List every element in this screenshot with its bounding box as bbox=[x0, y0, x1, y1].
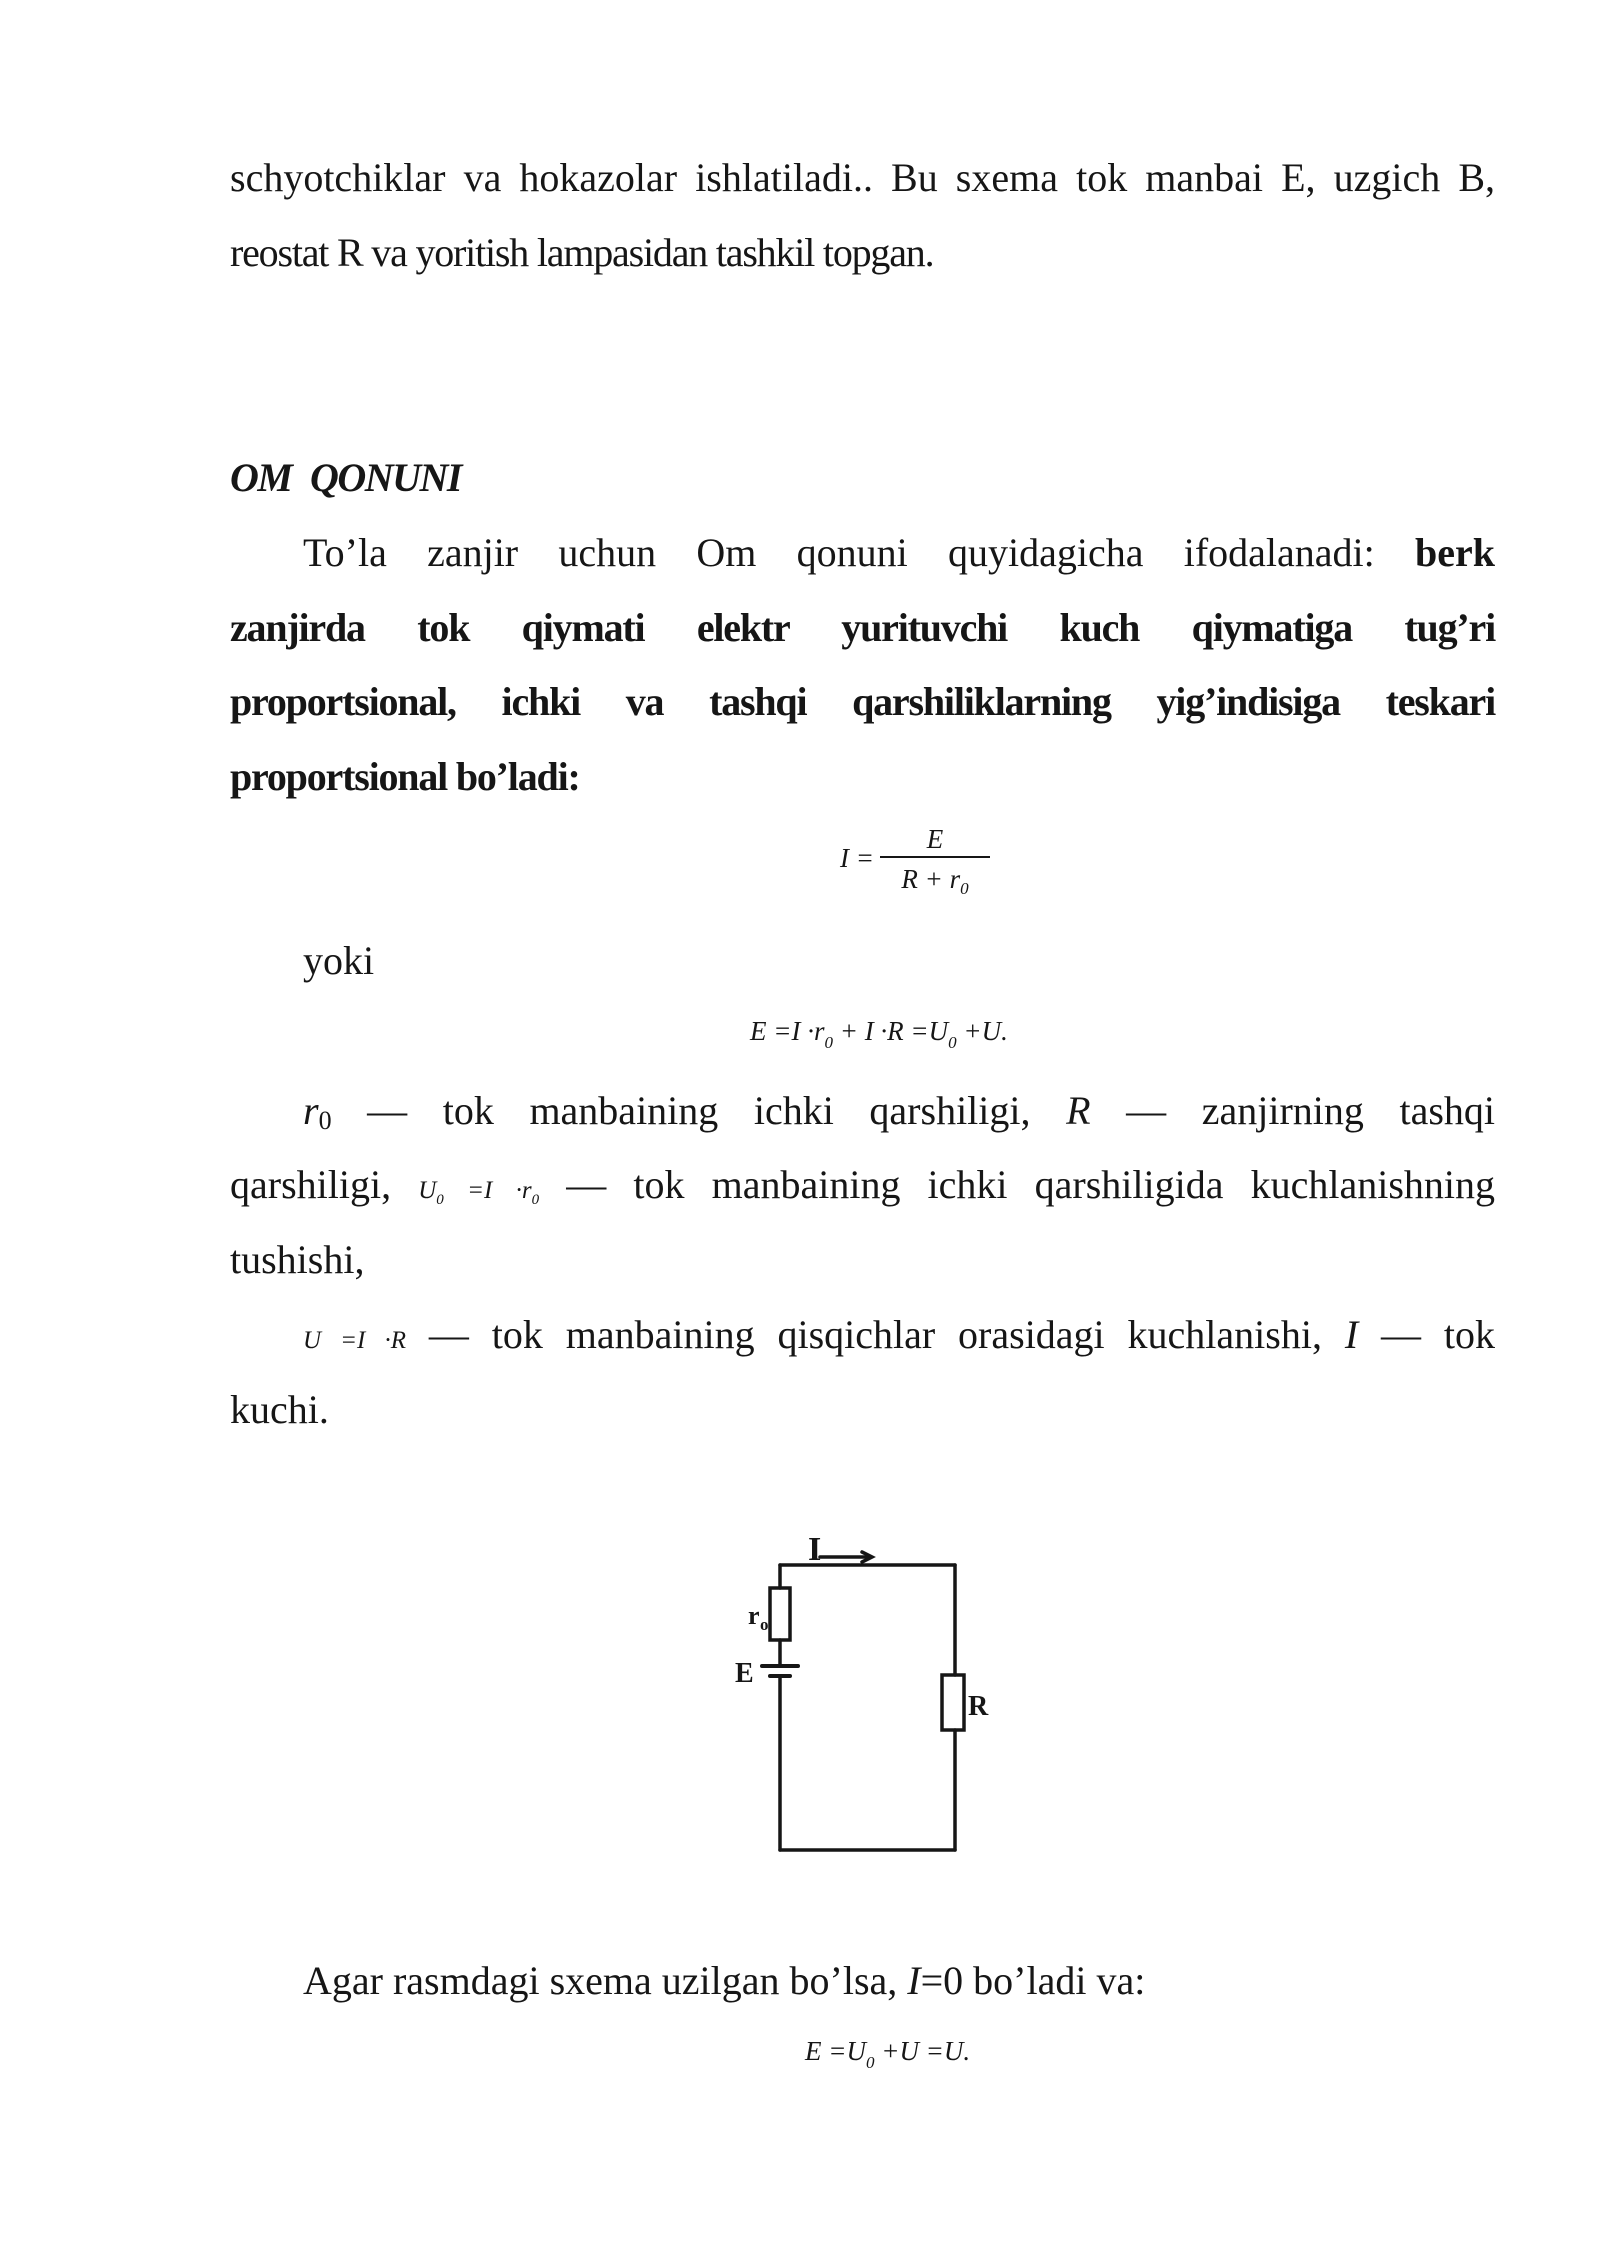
formula-3-part-1: E =U bbox=[805, 2036, 866, 2066]
r0-definition: — tok manbaining ichki qarshiligi, bbox=[367, 1088, 1031, 1133]
definitions-line-2-start: qarshiligi, bbox=[230, 1162, 392, 1207]
definitions-line-4-end: — tok bbox=[1381, 1312, 1496, 1357]
paragraph-2-line-4: proportsional bo’ladi: bbox=[230, 754, 580, 799]
definitions-line-5: kuchi. bbox=[230, 1387, 329, 1432]
definitions-line-2 bbox=[230, 1157, 1495, 1222]
formula-3-sub-1: 0 bbox=[865, 2053, 875, 2072]
section-heading: OM QONUNI bbox=[230, 455, 461, 500]
label-r0: r bbox=[748, 1601, 760, 1630]
definitions-line-3: tushishi, bbox=[230, 1237, 365, 1282]
R-symbol: R bbox=[1066, 1088, 1091, 1133]
r0-symbol bbox=[303, 1088, 332, 1133]
formula-2-part-2: + I ·R =U bbox=[832, 1016, 949, 1046]
R-definition: — zanjirning tashqi bbox=[1126, 1088, 1496, 1133]
u0-formula-sub-a: 0 bbox=[436, 1192, 444, 1208]
paragraph-3-start: Agar rasmdagi sxema uzilgan bo’lsa, bbox=[303, 1958, 898, 2003]
resistor-R bbox=[942, 1675, 964, 1730]
formula-1-denominator-sub: 0 bbox=[960, 879, 969, 898]
paragraph-2-line-1-text: To’la zanjir uchun Om qonuni quyidagicha ifodalanadi: bbox=[303, 530, 1375, 575]
formula-2-part-1: E =I ·r bbox=[750, 1016, 825, 1046]
label-current: I bbox=[808, 1531, 822, 1568]
definitions-line-1 bbox=[303, 1083, 1495, 1144]
label-R: R bbox=[968, 1691, 989, 1722]
paragraph-2-line-1 bbox=[303, 525, 1495, 581]
paragraph-2-line-3: proportsional, ichki va tashqi qarshiliklarning yig’indisiga teskari bbox=[230, 679, 1495, 724]
r0-symbol-letter: r bbox=[303, 1088, 319, 1133]
paragraph-1-line-1: schyotchiklar va hokazolar ishlatiladi.. Bu sxema tok manbai E, uzgich B, bbox=[230, 155, 1495, 200]
paragraph-2-line-2: zanjirda tok qiymati elektr yurituvchi kuch qiymatiga tug’ri bbox=[230, 605, 1495, 650]
formula-1-numerator: E bbox=[926, 824, 944, 854]
formula-3-part-2: +U =U. bbox=[874, 2036, 971, 2066]
formula-1-fraction bbox=[880, 822, 990, 900]
formula-2 bbox=[750, 1016, 1008, 1052]
formula-2-sub-2: 0 bbox=[948, 1033, 957, 1052]
yoki-text: yoki bbox=[303, 938, 375, 983]
current-symbol: I bbox=[1344, 1312, 1359, 1357]
resistor-r0 bbox=[770, 1588, 790, 1640]
definitions-line-2-end: — tok manbaining ichki qarshiligida kuchlanishning bbox=[566, 1162, 1495, 1207]
formula-2-sub-1: 0 bbox=[824, 1033, 833, 1052]
label-r0-sub: o bbox=[760, 1615, 769, 1634]
u0-formula-sub-b: 0 bbox=[531, 1192, 540, 1208]
paragraph-3-I: I bbox=[907, 1958, 921, 2003]
u0-formula-a: U bbox=[418, 1177, 437, 1204]
circuit-diagram bbox=[700, 1520, 1020, 1880]
paragraph-3-end: =0 bo’ladi va: bbox=[920, 1958, 1146, 2003]
formula-1-denominator bbox=[880, 856, 990, 900]
paragraph-1-line-2: reostat R va yoritish lampasidan tashkil topgan. bbox=[230, 230, 934, 275]
r0-symbol-sub: 0 bbox=[318, 1106, 332, 1135]
formula-3 bbox=[805, 2036, 971, 2072]
definitions-line-4 bbox=[303, 1307, 1495, 1369]
paragraph-3 bbox=[303, 1953, 1145, 2009]
u0-formula bbox=[418, 1177, 540, 1208]
label-E: E bbox=[735, 1658, 754, 1689]
u0-formula-b: =I ·r bbox=[443, 1177, 532, 1204]
u-formula: U =I ·R bbox=[303, 1327, 407, 1354]
formula-1-denominator-text: R + r bbox=[901, 864, 961, 894]
paragraph-2-line-1-bold: berk bbox=[1415, 530, 1495, 575]
definitions-line-4-mid: — tok manbaining qisqichlar orasidagi kuchlanishi, bbox=[428, 1312, 1322, 1357]
formula-2-part-3: +U. bbox=[956, 1016, 1008, 1046]
formula-1-lhs: I = bbox=[840, 843, 874, 873]
